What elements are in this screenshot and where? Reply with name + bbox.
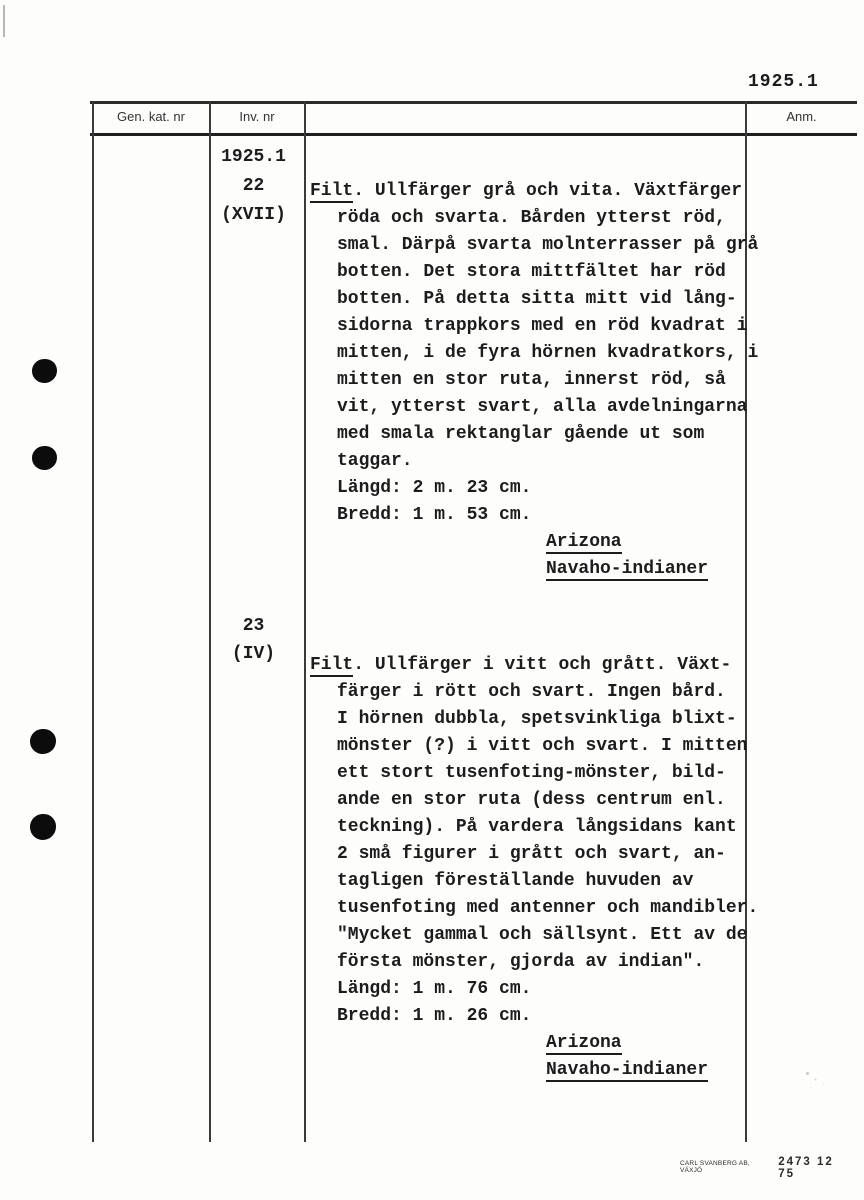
origin-region: Arizona: [546, 532, 622, 552]
printer-footer: [680, 1156, 855, 1180]
header-anm: Anm.: [786, 109, 817, 124]
inv-nr-line: (XVII): [221, 205, 286, 225]
text-line: vit, ytterst svart, alla avdelningarna: [337, 397, 748, 417]
text-line: smal. Därpå svarta molnterrasser på grå: [337, 235, 759, 255]
inv-nr-line: 23: [242, 616, 265, 636]
text-line: tagligen föreställande huvuden av: [337, 871, 694, 891]
column-divider-inv-main: [304, 101, 306, 1142]
width-line: Bredd: 1 m. 53 cm.: [337, 505, 532, 525]
inv-nr-line: 1925.1: [221, 147, 286, 167]
text-line: teckning). På vardera långsidans kant: [337, 817, 737, 837]
length-line: Längd: 2 m. 23 cm.: [337, 478, 532, 498]
punch-hole: [32, 359, 57, 383]
text-line: ett stort tusenfoting-mönster, bild-: [337, 763, 726, 783]
text-line: mitten, i de fyra hörnen kvadratkors, i: [337, 343, 759, 363]
punch-hole: [32, 446, 57, 470]
width-line: Bredd: 1 m. 26 cm.: [337, 1006, 532, 1026]
text-line-first: [310, 178, 760, 205]
page-number: 1925.1: [748, 72, 819, 92]
origin-region-line: [310, 1030, 760, 1057]
text-line: tusenfoting med antenner och mandibler.: [337, 898, 759, 918]
entry-term: Filt: [310, 181, 354, 201]
origin-people: Navaho-indianer: [546, 559, 709, 579]
entry-2-inv-nr: [205, 612, 302, 668]
header-inv-nr: Inv. nr: [239, 109, 275, 124]
entry-1-inv-nr: [205, 143, 302, 230]
text-line: "Mycket gammal och sällsynt. Ett av de: [337, 925, 748, 945]
table-header-separator: [90, 133, 857, 136]
origin-region-line: [310, 529, 760, 556]
text-line: . Ullfärger i vitt och grått. Växt-: [353, 655, 732, 675]
header-gen-kat-nr: Gen. kat. nr: [117, 109, 185, 124]
origin-region: Arizona: [546, 1033, 622, 1053]
punch-hole: [30, 729, 56, 754]
text-line: första mönster, gjorda av indian".: [337, 952, 705, 972]
text-line: taggar.: [337, 451, 413, 471]
text-line: mitten en stor ruta, innerst röd, så: [337, 370, 726, 390]
entry-1-description: [310, 178, 760, 583]
origin-people-line: [310, 1057, 760, 1084]
text-line: sidorna trappkors med en röd kvadrat i: [337, 316, 748, 336]
scan-artifact-line: [3, 5, 5, 37]
printer-name: CARL SVANBERG AB, VÄXJÖ: [680, 1160, 750, 1174]
length-line: Längd: 1 m. 76 cm.: [337, 979, 532, 999]
text-line: med smala rektanglar gående ut som: [337, 424, 705, 444]
text-line: ande en stor ruta (dess centrum enl.: [337, 790, 726, 810]
punch-hole: [30, 814, 56, 840]
printer-code: 2473 12 75: [778, 1156, 834, 1180]
inv-nr-line: 22: [242, 176, 265, 196]
text-line: I hörnen dubbla, spetsvinkliga blixt-: [337, 709, 737, 729]
inv-nr-line: (IV): [231, 644, 276, 664]
text-line: mönster (?) i vitt och svart. I mitten: [337, 736, 748, 756]
text-line-first: [310, 652, 760, 679]
entry-term: Filt: [310, 655, 354, 675]
text-line: 2 små figurer i grått och svart, an-: [337, 844, 726, 864]
origin-people: Navaho-indianer: [546, 1060, 709, 1080]
text-line: färger i rött och svart. Ingen bård.: [337, 682, 726, 702]
text-line: botten. På detta sitta mitt vid lång-: [337, 289, 737, 309]
scan-smudge: [806, 1072, 809, 1075]
entry-2-description: [310, 652, 760, 1084]
table-border-left: [92, 101, 94, 1142]
text-line: röda och svarta. Bården ytterst röd,: [337, 208, 726, 228]
text-line: botten. Det stora mittfältet har röd: [337, 262, 726, 282]
origin-people-line: [310, 556, 760, 583]
text-line: . Ullfärger grå och vita. Växtfärger: [353, 181, 743, 201]
